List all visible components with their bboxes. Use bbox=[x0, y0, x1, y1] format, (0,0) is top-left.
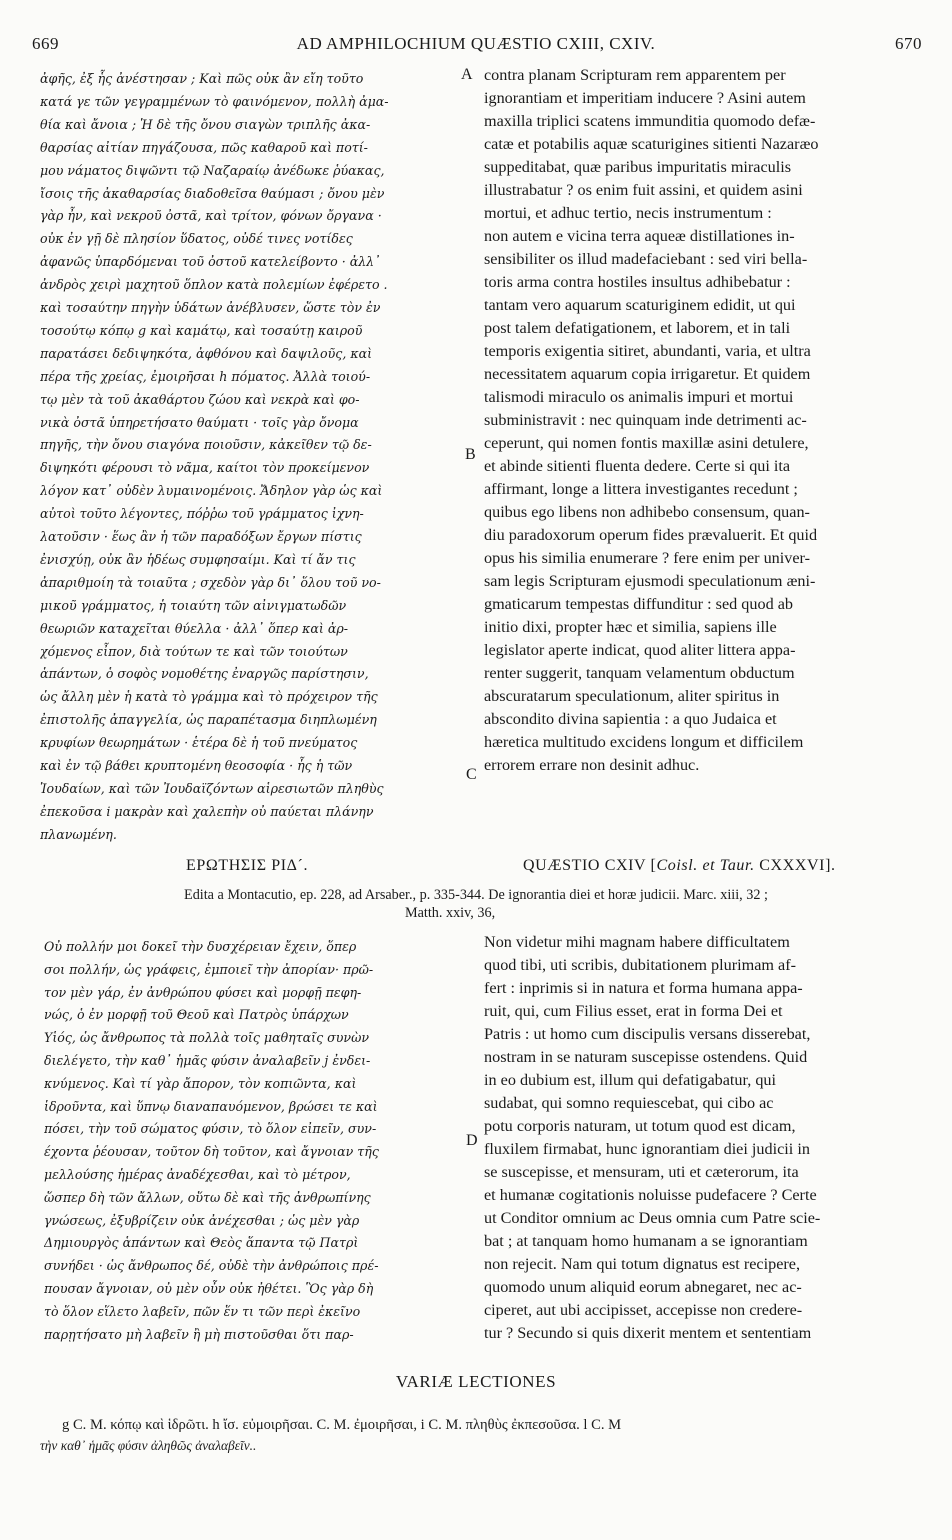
greek-bottom-line: πόσει, τὴν τοῦ σώματος φύσιν, τὸ ὅλον εἰπεῖν, συν- bbox=[44, 1121, 377, 1137]
latin-top-line: sensibiliter os illud madefaciebant : sed viri bella- bbox=[484, 250, 808, 268]
latin-top-line: catæ et potabilis aquæ scaturigines sitienti Nazaræo bbox=[484, 135, 819, 153]
greek-bottom-line: Δημιουργὸς ἁπάντων καὶ Θεὸς ἅπαντα τῷ Πατρὶ bbox=[44, 1235, 359, 1251]
greek-bottom-line: συνήδει · ὡς ἄνθρωπος δέ, οὐδὲ τὴν ἀνθρώποις πρέ- bbox=[44, 1258, 379, 1274]
margin-marker-c: C bbox=[466, 766, 477, 783]
latin-bottom-line: Patris : ut homo cum discipulis versans disserebat, bbox=[484, 1025, 811, 1043]
variae-line-1: g C. M. κόπῳ καὶ ἱδρῶτι. h ἴσ. εὐμοιρῆσαι. C. M. ἐμοιρῆσαι, i C. M. πληθὺς ἐκπεσοῦσα. l C. M bbox=[62, 1417, 622, 1433]
greek-bottom-line: μελλούσης ἡμέρας ἀναδέχεσθαι, καὶ τὸ μέτρον, bbox=[44, 1167, 351, 1182]
variae-lectiones-heading: VARIÆ LECTIONES bbox=[395, 1372, 557, 1391]
greek-bottom-line: διελέγετο, τὴν καθ᾽ ἡμᾶς φύσιν ἀναλαβεῖν j ἐνδει- bbox=[44, 1053, 371, 1068]
variae-line-2: τὴν καθ᾽ ἡμᾶς φύσιν ἀληθῶς ἀναλαβεῖν.. bbox=[40, 1438, 257, 1453]
latin-heading-suffix: CXXXVI]. bbox=[754, 857, 836, 874]
latin-section-heading bbox=[523, 857, 836, 875]
greek-top-line: ἀπαριθμοίη τὰ τοιαῦτα ; σχεδὸν γὰρ δι᾽ ὅλου τοῦ νο- bbox=[40, 574, 381, 590]
latin-top-line: quibus ego libens non adhibebo consensum, quan- bbox=[484, 503, 810, 521]
latin-bottom-line: fluxilem firmabat, hunc ignorantiam diei judicii in bbox=[484, 1140, 810, 1158]
edita-note-line2: Matth. xxiv, 36, bbox=[405, 905, 496, 921]
latin-top-line: non autem e vicina terra aqueæ distillationes in- bbox=[484, 227, 795, 245]
greek-top-line: ἴσοις τῆς ἀκαθαρσίας διαδοθεῖσα θαύμασι ; ὄνου μὲν bbox=[40, 185, 385, 201]
greek-top-line: ἐπιστολῆς ἀπαγγελία, ὡς παραπέτασμα διηπλωμένη bbox=[40, 712, 377, 728]
greek-top-line: πηγῆς, τὴν ὄνου σιαγόνα ποιοῦσιν, κἀκεῖθεν τῷ δε- bbox=[40, 437, 372, 453]
greek-top-line: μικοῦ γράμματος, ἡ τοιαύτη τῶν αἰνιγματωδῶν bbox=[40, 597, 347, 613]
greek-top-line: θεωριῶν καταχεῖται θύελλα · ἀλλ᾽ ὅπερ καὶ ἀρ- bbox=[40, 620, 348, 636]
greek-top-line: ἁπάντων, ὁ σοφὸς νομοθέτης ἐναργῶς παρίστησιν, bbox=[40, 666, 369, 682]
latin-top-line: hæretica multitudo excidens longum et difficilem bbox=[484, 733, 804, 751]
running-title: AD AMPHILOCHIUM QUÆSTIO CXIII, CXIV. bbox=[296, 34, 656, 53]
latin-top-line: abscondito divina sapientia : a quo Judaica et bbox=[484, 710, 777, 728]
greek-section-heading: ΕΡΩΤΗΣΙΣ ΡΙΔ´. bbox=[186, 857, 309, 874]
greek-top-line: νικὰ ὀστᾶ ὑπηρετήσατο θαύματι · τοῖς γὰρ ὄνομα bbox=[40, 414, 359, 430]
greek-top-line: κρυφίων θεωρημάτων · ἑτέρα δὲ ἡ τοῦ πνεύματος bbox=[40, 735, 358, 751]
greek-bottom-line: πουσαν ἄγνοιαν, οὐ μὲν οὖν οὐκ ἠθέτει. Ὃς γὰρ δὴ bbox=[44, 1281, 374, 1296]
greek-top-line: ἀνδρὸς χειρὶ μαχητοῦ ὅπλον κατὰ πολεμίων ἐφέρετο . bbox=[40, 277, 388, 293]
latin-bottom-line: Non videtur mihi magnam habere difficultatem bbox=[484, 933, 790, 951]
latin-top-line: abscuratarum speculationum, aliter spiritus in bbox=[484, 687, 780, 705]
latin-bottom-line: in eo dubium est, illum qui defatigabatur, qui bbox=[484, 1071, 777, 1089]
margin-marker-a: A bbox=[461, 66, 473, 83]
latin-top-line: subministravit : nec quinquam inde detrimenti ac- bbox=[484, 411, 807, 429]
greek-top-line: πλανωμένη. bbox=[40, 826, 117, 842]
latin-top-line: illustrabatur ? os enim fuit assini, et quidem asini bbox=[484, 181, 803, 199]
greek-top-line: κατά γε τῶν γεγραμμένων τὸ φαινόμενον, πολλὴ ἀμα- bbox=[40, 93, 389, 109]
latin-top-line: opus his similia enumerare ? fere enim per univer- bbox=[484, 549, 811, 567]
greek-top-line: καὶ τοσαύτην πηγὴν ὑδάτων ἀνέβλυσεν, ὥστε τὸν ἐν bbox=[40, 300, 381, 315]
greek-top-line: μου νάματος διψῶντι τῷ Ναζαραίῳ ἀνέδωκε ῥύακας, bbox=[40, 162, 385, 178]
greek-top-line: ἀφανῶς ὑπαρδόμεναι τοῦ ὀστοῦ κατελείβοντο · ἀλλ᾽ bbox=[40, 254, 381, 270]
greek-top-line: παρατάσει δεδιψηκότα, ἀφθόνου καὶ δαψιλοῦς, καὶ bbox=[40, 345, 373, 361]
latin-top-line: affirmant, longe a littera investigantes recedunt ; bbox=[484, 480, 798, 498]
latin-top-line: initio dixi, propter hæc et similia, sapiens ille bbox=[484, 618, 777, 636]
greek-top-line: λατοῦσιν · ἕως ἂν ἡ τῶν παραδόξων ἔργων πίστις bbox=[40, 529, 362, 544]
latin-bottom-line: ruit, qui, cum Filius esset, erat in forma Dei et bbox=[484, 1002, 783, 1020]
latin-top-line: talismodi miraculo os animalis impuri et mortui bbox=[484, 388, 794, 406]
greek-top-line: τοσούτῳ κόπῳ g καὶ καμάτῳ, καὶ τοσαύτῃ καιροῦ bbox=[40, 322, 363, 338]
greek-top-line: διψηκότι φέρουσι τὸ νᾶμα, καίτοι τὸν προκείμενον bbox=[40, 460, 370, 476]
greek-top-line: τῳ μὲν τὰ τοῦ ἀκαθάρτου ζώου καὶ νεκρὰ καὶ φο- bbox=[40, 391, 360, 407]
latin-bottom-line: ut Conditor omnium ac Deus omnia cum Patre scie- bbox=[484, 1209, 821, 1227]
greek-bottom-line: Οὐ πολλήν μοι δοκεῖ τὴν δυσχέρειαν ἔχειν, ὅπερ bbox=[44, 939, 357, 954]
latin-top-line: legislator aperte indicat, quod aliter littera appa- bbox=[484, 641, 796, 659]
latin-heading-italic: Coisl. et Taur. bbox=[656, 857, 755, 874]
latin-bottom-line: tur ? Secundo si quis dixerit mentem et sententiam bbox=[484, 1324, 812, 1342]
greek-top-line: ὡς ἄλλη μὲν ἡ κατὰ τὸ γράμμα καὶ τὸ πρόχειρον τῆς bbox=[40, 689, 378, 705]
latin-top-line: toris arma contra hostiles insultus adhibebatur : bbox=[484, 273, 791, 291]
greek-bottom-line: γνώσεως, ἐξυβρίζειν οὐκ ἀνέχεσθαι ; ὡς μὲν γὰρ bbox=[44, 1212, 360, 1228]
latin-top-line: suppeditabat, quæ paribus impuritatis miraculis bbox=[484, 158, 792, 176]
margin-marker-b: B bbox=[465, 446, 476, 463]
latin-bottom-line: potu corporis naturam, ut totum quod est dicam, bbox=[484, 1117, 796, 1135]
latin-top-line: ceperunt, qui nomen fontis maxillæ asini detulere, bbox=[484, 434, 809, 452]
latin-bottom-line: quomodo unum aliquid eorum abnegaret, nec ac- bbox=[484, 1278, 802, 1296]
latin-top-line: diu paradoxorum operum fides prævaluerit. Et quid bbox=[484, 526, 818, 544]
greek-top-line: θαρσίας αἰτίαν πηγάζουσα, πῶς καθαροῦ καὶ ποτί- bbox=[40, 139, 368, 155]
latin-bottom-line: sudabat, qui somno requiescebat, qui cibo ac bbox=[484, 1094, 774, 1112]
greek-top-line: ἀφῆς, ἐξ ἧς ἀνέστησαν ; Καὶ πῶς οὐκ ἂν εἴη τοῦτο bbox=[40, 71, 364, 86]
greek-bottom-line: τον μὲν γάρ, ἐν ἀνθρώπου φύσει καὶ μορφῇ πεφη- bbox=[44, 984, 362, 1000]
greek-bottom-line: ἱδροῦντα, καὶ ὕπνῳ διαναπαυόμενον, βρώσει τε καὶ bbox=[44, 1098, 378, 1114]
latin-top-line: gmaticarum tempestas diffunditur : sed quod ab bbox=[484, 595, 793, 613]
latin-top-line: necessitatem aquarum copia irrigaretur. Et quidem bbox=[484, 365, 811, 383]
greek-bottom-line: τὸ ὅλον εἵλετο λαβεῖν, πῶν ἕν τι τῶν περὶ ἐκεῖνο bbox=[44, 1303, 361, 1319]
greek-top-line: γὰρ ἦν, καὶ νεκροῦ ὀστᾶ, καὶ τρίτον, φόνων ὄργανα · bbox=[40, 208, 382, 224]
latin-top-line: temporis exigentia sitiret, abundanti, varia, et ultra bbox=[484, 342, 811, 360]
page-number-left: 669 bbox=[32, 34, 59, 53]
greek-bottom-line: έχοντα ῥέουσαν, τοῦτον δὴ τοῦτον, καὶ ἄγνοιαν τῆς bbox=[44, 1144, 379, 1160]
greek-top-line: πέρα τῆς χρείας, ἐμοιρῆσαι h πόματος. Ἀλλὰ τοιού- bbox=[40, 368, 371, 384]
greek-top-line: θία καὶ ἄνοια ; Ἡ δὲ τῆς ὄνου σιαγὼν τριπλῆς ἀκα- bbox=[40, 116, 371, 132]
latin-bottom-line: quod tibi, uti scribis, dubitationem plurimam af- bbox=[484, 956, 797, 974]
latin-bottom-line: se suscepisse, et mensuram, uti et cæterorum, ita bbox=[484, 1163, 799, 1181]
latin-top-line: maxilla triplici scatens immunditia quomodo defæ- bbox=[484, 112, 816, 130]
greek-top-line: χόμενος εἶπον, διὰ τούτων τε καὶ τῶν τοιούτων bbox=[40, 643, 348, 659]
latin-top-line: contra planam Scripturam rem apparentem per bbox=[484, 66, 786, 84]
greek-bottom-line: ὥσπερ δὴ τῶν ἄλλων, οὕτω δὲ καὶ τῆς ἀνθρωπίνης bbox=[44, 1189, 371, 1205]
page-number-right: 670 bbox=[895, 34, 922, 53]
greek-bottom-line: κνύμενος. Καὶ τί γὰρ ἄπορον, τὸν κοπιῶντα, καὶ bbox=[44, 1075, 357, 1091]
greek-bottom-line: σοι πολλήν, ὡς γράφεις, ἐμποιεῖ τὴν ἀπορίαν· πρῶ- bbox=[44, 961, 374, 977]
edita-note-line1: Edita a Montacutio, ep. 228, ad Arsaber., p. 335-344. De ignorantia diei et horæ judicii. Marc. xiii, 32 ; bbox=[184, 887, 768, 903]
greek-top-line: ἐπεκοῦσα i μακρὰν καὶ χαλεπὴν οὐ παύεται πλάνην bbox=[40, 803, 374, 819]
greek-bottom-line: παρῃτήσατο μὴ λαβεῖν ἢ μὴ πιστοῦσθαι ὅτι παρ- bbox=[44, 1326, 354, 1342]
latin-top-line: post talem defatigationem, et laborem, et in tali bbox=[484, 319, 791, 337]
latin-bottom-line: bat ; at tanquam homo humanam a se ignorantiam bbox=[484, 1232, 808, 1250]
latin-top-line: errorem errare non desinit adhuc. bbox=[484, 756, 700, 774]
greek-top-line: καὶ ἐν τῷ βάθει κρυπτομένη θεοσοφία · ἧς ἡ τῶν bbox=[40, 758, 353, 773]
latin-bottom-line: et humanæ cogitationis noluisse pudefacere ? Certe bbox=[484, 1186, 817, 1204]
latin-top-line: ignorantiam et imperitiam inducere ? Asini autem bbox=[484, 89, 806, 107]
greek-top-line: Ἰουδαίων, καὶ τῶν Ἰουδαϊζόντων αἱρεσιωτῶν πληθὺς bbox=[40, 780, 384, 796]
latin-bottom-line: nostram in se naturam suscepisse ostendens. Quid bbox=[484, 1048, 808, 1066]
latin-top-line: sam legis Scripturam ejusmodi speculationum æni- bbox=[484, 572, 816, 590]
latin-heading-prefix: QUÆSTIO CXIV [ bbox=[523, 857, 657, 874]
latin-bottom-line: ciperet, aut ubi accipisset, accepisse non credere- bbox=[484, 1301, 803, 1319]
greek-top-line: οὐκ ἐν γῇ δὲ πλησίον ὕδατος, οὐδέ τινες νοτίδες bbox=[40, 231, 353, 247]
latin-top-line: et abinde sitienti fluenta dedere. Certe si qui ita bbox=[484, 457, 791, 475]
margin-marker-d: D bbox=[466, 1132, 478, 1149]
greek-top-line: λόγον κατ᾽ οὐδὲν λυμαινομένοις. Ἄδηλον γὰρ ὡς καὶ bbox=[40, 483, 383, 499]
greek-top-line: ἐνισχύῃ, οὐκ ἂν ἡδέως συμφησαίμι. Καὶ τί ἄν τις bbox=[40, 551, 356, 567]
latin-top-line: tantam vero aquarum scaturiginem edidit, ut qui bbox=[484, 296, 796, 314]
greek-bottom-line: Υἱός, ὡς ἄνθρωπος τὰ πολλὰ τοῖς μαθηταῖς συνὼν bbox=[44, 1030, 370, 1046]
greek-top-line: αὐτοὶ τοῦτο λέγοντες, πόῤῥω τοῦ γράμματος ἰχνη- bbox=[40, 506, 364, 522]
latin-top-line: mortui, et adhuc tertio, necis instrumentum : bbox=[484, 204, 772, 222]
latin-bottom-line: non rejecit. Nam qui totum dignatus est recipere, bbox=[484, 1255, 801, 1273]
latin-top-line: renter suggerit, tanquam velamentum obductum bbox=[484, 664, 795, 682]
greek-bottom-line: νώς, ὁ ἐν μορφῇ τοῦ Θεοῦ καὶ Πατρὸς ὑπάρχων bbox=[44, 1007, 349, 1023]
latin-bottom-line: fert : inprimis si in natura et forma humana appa- bbox=[484, 979, 803, 997]
